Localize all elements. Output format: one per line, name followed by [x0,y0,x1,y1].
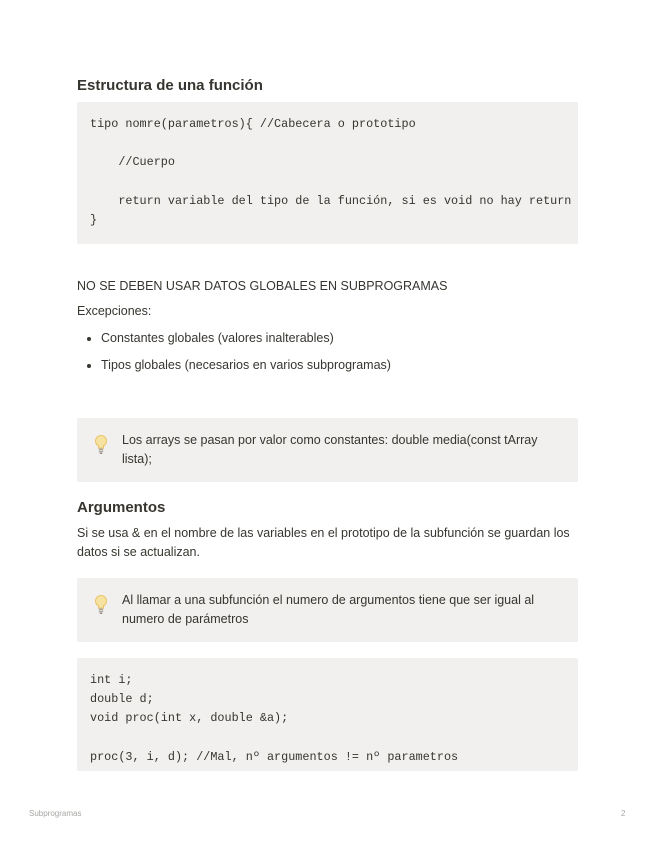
callout-text: Los arrays se pasan por valor como constantes: double media(const tArray lista); [122,433,538,466]
footer-title: Subprogramas [29,809,82,818]
heading-estructura: Estructura de una función [77,77,263,94]
footer-page-number: 2 [621,809,626,818]
code-text: int i; double d; void proc(int x, double &a); proc(3, i, d); //Mal, nº argumentos != nº parametros [90,673,459,764]
exceptions-list [77,329,391,383]
globals-warning: NO SE DEBEN USAR DATOS GLOBALES EN SUBPROGRAMAS [77,279,448,293]
code-block-function-structure [77,102,578,244]
lightbulb-icon [93,594,109,616]
heading-argumentos: Argumentos [77,499,166,516]
callout-text: Al llamar a una subfunción el numero de argumentos tiene que ser igual al numero de parámetros [122,593,535,626]
code-text: tipo nomre(parametros){ //Cabecera o prototipo //Cuerpo return variable del tipo de la función, si es void no hay return } [90,117,572,228]
callout-arrays [77,418,578,482]
exceptions-label: Excepciones: [77,304,152,318]
lightbulb-icon [93,434,109,456]
code-block-example [77,658,578,771]
callout-argumentos [77,578,578,642]
list-item: • Tipos globales (necesarios en varios subprogramas) [101,356,391,375]
list-item: • Constantes globales (valores inalterables) [101,329,391,348]
argumentos-text: Si se usa & en el nombre de las variables en el prototipo de la subfunción se guardan los datos si se actualizan. [77,526,570,559]
